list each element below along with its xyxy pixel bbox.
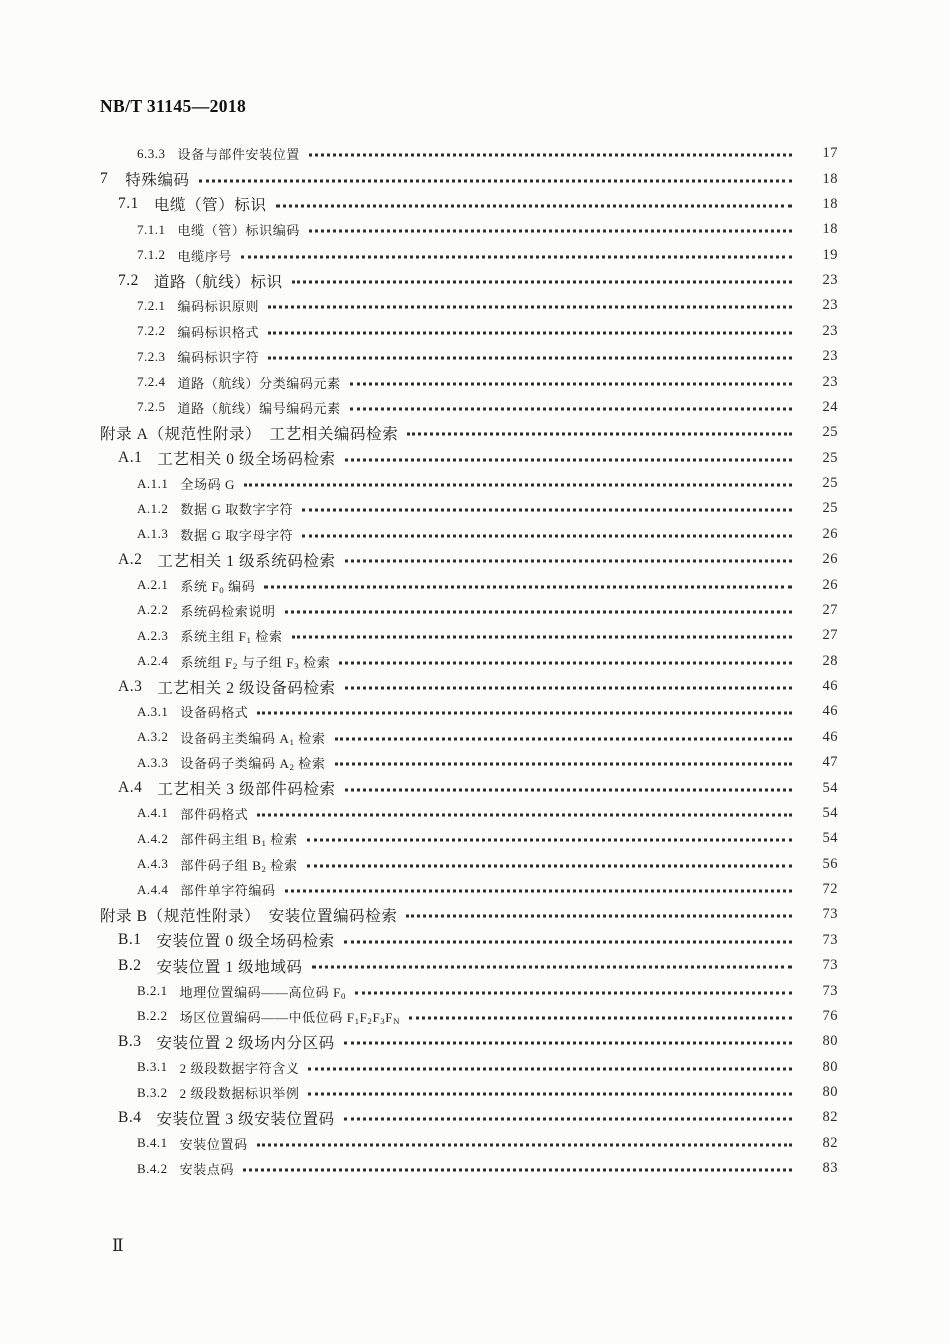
- toc-entry: [0, 1131, 950, 1156]
- toc-entry-page: 46: [822, 728, 838, 745]
- page-number-footer: Ⅱ: [112, 1236, 124, 1255]
- dotted-leader: [308, 1067, 792, 1070]
- toc-entry-page: 80: [822, 1058, 838, 1075]
- toc-entry: [0, 877, 950, 902]
- toc-entry-title: 2 级段数据字符含义: [179, 1060, 300, 1076]
- toc-entry-page: 46: [822, 703, 838, 720]
- toc-entry: [0, 369, 950, 394]
- toc-entry: [0, 953, 950, 978]
- toc-entry-number: 7: [100, 170, 109, 188]
- toc-entry: [0, 420, 950, 445]
- dotted-leader: [344, 940, 792, 943]
- toc-entry-title: 道路（航线）编号编码元素: [177, 400, 341, 416]
- toc-entry-title: 部件码子组 $B_2$ 检索: [180, 857, 298, 874]
- toc-entry-page: 25: [822, 500, 838, 517]
- dotted-leader: [407, 433, 792, 436]
- toc-entry-page: 26: [822, 576, 838, 593]
- toc-entry-title: 2 级段数据标识举例: [179, 1086, 300, 1102]
- toc-entry: [0, 1080, 950, 1105]
- toc-entry-page: 56: [822, 855, 838, 872]
- dotted-leader: [344, 1042, 792, 1045]
- toc-entry-number: 6.3.3: [137, 145, 166, 161]
- toc-entry-number: B.2.1: [137, 983, 168, 999]
- toc-entry: [0, 319, 950, 344]
- toc-entry: [0, 243, 950, 268]
- dotted-leader: [345, 458, 792, 461]
- toc-entry-title: 场区位置编码——中低位码 $F_1F_2F_3F_N$: [179, 1009, 401, 1027]
- toc-entry-number: B.3.1: [137, 1059, 168, 1075]
- toc-entry-number: 7.2.1: [137, 297, 166, 313]
- toc-entry: [0, 166, 950, 191]
- toc-entry-title: 道路（航线）标识: [153, 273, 283, 291]
- toc-entry-page: 23: [822, 348, 838, 365]
- dotted-leader: [264, 585, 792, 588]
- toc-entry-page: 26: [822, 525, 838, 542]
- toc-entry: [0, 978, 950, 1003]
- toc-entry: [0, 928, 950, 953]
- toc-entry-page: 82: [822, 1109, 838, 1126]
- toc-entry-title: 系统组 $F_2$ 与子组 $F_3$ 检索: [180, 654, 331, 671]
- toc-entry-page: 76: [822, 1007, 838, 1024]
- toc-entry: [0, 775, 950, 800]
- toc-entry: [0, 572, 950, 597]
- toc-entry-title: 数据 G 取字母字符: [180, 527, 294, 543]
- toc-entry-number: A.3.2: [137, 729, 169, 745]
- toc-entry-page: 23: [822, 322, 838, 339]
- toc-entry-page: 23: [822, 297, 838, 314]
- toc-entry-page: 23: [822, 373, 838, 390]
- toc-entry-number: A.4.1: [137, 805, 169, 821]
- toc-entry-title: 安装位置码: [179, 1136, 248, 1152]
- toc-entry-number: 7.2: [118, 271, 139, 289]
- toc-entry-page: 46: [822, 678, 838, 695]
- toc-entry-number: A.3.1: [137, 703, 169, 719]
- toc-entry-number: A.4: [118, 779, 143, 797]
- toc-entry-page: 19: [822, 246, 838, 263]
- toc-entry-number: 7.1.2: [137, 247, 166, 263]
- dotted-leader: [355, 991, 792, 994]
- toc-entry-title: 安装点码: [179, 1162, 235, 1178]
- toc-entry: [0, 471, 950, 496]
- toc-entry-title: 部件码主组 $B_1$ 检索: [180, 832, 298, 849]
- toc-entry-page: 54: [822, 830, 838, 847]
- dotted-leader: [309, 230, 792, 233]
- toc-entry-title: 工艺相关 3 级部件码检索: [157, 781, 336, 799]
- toc-entry-title: 系统 $F_0$ 编码: [180, 578, 256, 595]
- dotted-leader: [409, 1016, 792, 1019]
- toc-entry: [0, 268, 950, 293]
- toc-entry-title: 电缆（管）标识编码: [177, 223, 300, 239]
- toc-entry: [0, 446, 950, 471]
- toc-entry-number: A.1.3: [137, 526, 169, 542]
- toc-entry: [0, 217, 950, 242]
- toc-entry-page: 25: [822, 424, 838, 441]
- toc-entry: [0, 1004, 950, 1029]
- toc-entry: [0, 750, 950, 775]
- toc-entry-number: A.2.2: [137, 602, 169, 618]
- toc-entry-number: B.3.2: [137, 1084, 168, 1100]
- toc-entry-page: 83: [822, 1160, 838, 1177]
- dotted-leader: [345, 560, 792, 563]
- toc-entry: [0, 395, 950, 420]
- dotted-leader: [345, 788, 792, 791]
- toc-entry-page: 72: [822, 881, 838, 898]
- toc-entry-number: 7.2.3: [137, 348, 166, 364]
- toc-entry-page: 17: [822, 145, 838, 162]
- toc-entry-number: 7.2.2: [137, 323, 166, 339]
- toc-entry-title: 编码标识字符: [177, 350, 260, 366]
- toc-entry-title: 全场码 G: [180, 477, 236, 493]
- dotted-leader: [257, 1143, 792, 1146]
- toc-entry-title: 工艺相关 1 级系统码检索: [157, 552, 336, 570]
- toc-entry: [0, 496, 950, 521]
- toc-entry-title: 特殊编码: [125, 172, 190, 190]
- toc-entry-title: 设备与部件安装位置: [177, 147, 300, 163]
- toc-entry-number: B.4.1: [137, 1135, 168, 1151]
- toc-entry-page: 80: [822, 1084, 838, 1101]
- toc-entry-title: 安装位置 2 级场内分区码: [156, 1034, 335, 1052]
- toc-entry-page: 25: [822, 449, 838, 466]
- dotted-leader: [307, 839, 792, 842]
- toc-entry-title: 部件码格式: [180, 806, 249, 822]
- toc-entry: [0, 623, 950, 648]
- toc-entry-number: A.3: [118, 677, 143, 695]
- dotted-leader: [292, 636, 792, 639]
- standard-number-header: NB/T 31145—2018: [100, 96, 247, 116]
- toc-entry-title: 编码标识格式: [177, 324, 260, 340]
- toc-entry-number: B.3: [118, 1032, 142, 1050]
- toc-entry-page: 28: [822, 652, 838, 669]
- toc-entry: [0, 1055, 950, 1080]
- toc-entry-number: A.2.1: [137, 577, 169, 593]
- toc-entry-title: 安装位置 1 级地域码: [156, 958, 303, 976]
- toc-entry-page: 80: [822, 1033, 838, 1050]
- toc-entry-page: 73: [822, 957, 838, 974]
- toc-entry-page: 24: [822, 398, 838, 415]
- toc-entry-title: 安装位置 0 级全场码检索: [156, 933, 335, 951]
- toc-entry-page: 47: [822, 754, 838, 771]
- toc-entry: [0, 902, 950, 927]
- dotted-leader: [285, 610, 792, 613]
- toc-entry-page: 54: [822, 804, 838, 821]
- toc-entry-number: B.4: [118, 1108, 142, 1126]
- toc-entry: [0, 547, 950, 572]
- toc-entry-title: 编码标识原则: [177, 299, 260, 315]
- toc-entry-page: 27: [822, 601, 838, 618]
- toc-entry: [0, 826, 950, 851]
- toc-entry-number: 7.1: [118, 195, 139, 213]
- dotted-leader: [339, 661, 792, 664]
- toc-entry: [0, 598, 950, 623]
- toc-entry-title: 系统码检索说明: [180, 603, 276, 619]
- dotted-leader: [406, 915, 792, 918]
- toc-entry-number: B.2.2: [137, 1008, 168, 1024]
- toc-entry-title: 附录 A（规范性附录） 工艺相关编码检索: [100, 425, 399, 443]
- dotted-leader: [243, 1169, 792, 1172]
- toc-entry-title: 道路（航线）分类编码元素: [177, 375, 341, 391]
- dotted-leader: [335, 763, 792, 766]
- dotted-leader: [199, 179, 792, 182]
- toc-entry-title: 设备码主类编码 $A_1$ 检索: [180, 730, 326, 748]
- toc-entry: [0, 141, 950, 166]
- toc-entry: [0, 344, 950, 369]
- toc-entry-number: A.3.3: [137, 754, 169, 770]
- toc-entry-number: A.4.2: [137, 830, 169, 846]
- toc-entry-number: 7.1.1: [137, 221, 166, 237]
- toc-entry-page: 73: [822, 906, 838, 923]
- toc-entry-page: 18: [822, 221, 838, 238]
- toc-entry-title: 工艺相关 0 级全场码检索: [157, 451, 336, 469]
- toc-entry: [0, 192, 950, 217]
- toc-entry-title: 电缆序号: [177, 248, 232, 264]
- toc-entry-title: 安装位置 3 级安装位置码: [156, 1110, 335, 1128]
- toc-entry-page: 26: [822, 551, 838, 568]
- dotted-leader: [350, 407, 792, 410]
- dotted-leader: [268, 357, 792, 360]
- dotted-leader: [257, 712, 792, 715]
- toc-entry-number: A.1.1: [137, 475, 169, 491]
- toc-entry: [0, 725, 950, 750]
- toc-entry-title: 设备码子类编码 $A_2$ 检索: [180, 756, 326, 773]
- toc-entry: [0, 1105, 950, 1130]
- toc-entry-number: A.1: [118, 449, 143, 467]
- toc-entry-title: 附录 B（规范性附录） 安装位置编码检索: [100, 907, 398, 925]
- toc-entry-page: 54: [822, 779, 838, 796]
- toc-entry-title: 数据 G 取数字字符: [180, 502, 294, 518]
- toc-entry-title: 系统主组 $F_1$ 检索: [180, 629, 283, 646]
- dotted-leader: [350, 382, 792, 385]
- toc-list: [0, 141, 950, 1181]
- toc-entry-number: B.4.2: [137, 1160, 168, 1176]
- toc-entry: [0, 852, 950, 877]
- toc-entry-number: 7.2.5: [137, 399, 166, 415]
- dotted-leader: [244, 484, 792, 487]
- dotted-leader: [292, 281, 792, 284]
- dotted-leader: [268, 331, 792, 334]
- toc-entry-page: 25: [822, 475, 838, 492]
- toc-entry-number: A.4.4: [137, 881, 169, 897]
- toc-entry-title: 设备码格式: [180, 705, 249, 721]
- dotted-leader: [302, 509, 792, 512]
- toc-entry-page: 18: [822, 170, 838, 187]
- toc-entry: [0, 522, 950, 547]
- toc-entry-number: A.1.2: [137, 500, 169, 516]
- dotted-leader: [241, 255, 792, 258]
- toc-entry-title: 电缆（管）标识: [153, 197, 267, 215]
- toc-entry: [0, 1156, 950, 1181]
- toc-entry-page: 82: [822, 1134, 838, 1151]
- toc-entry-number: B.1: [118, 931, 142, 949]
- toc-entry-page: 73: [822, 931, 838, 948]
- toc-entry-page: 73: [822, 982, 838, 999]
- dotted-leader: [268, 306, 792, 309]
- dotted-leader: [257, 813, 792, 816]
- toc-entry: [0, 649, 950, 674]
- toc-entry-number: A.4.3: [137, 856, 169, 872]
- dotted-leader: [345, 687, 792, 690]
- toc-entry-number: A.2.3: [137, 627, 169, 643]
- dotted-leader: [285, 890, 792, 893]
- toc-entry-number: 7.2.4: [137, 374, 166, 390]
- dotted-leader: [309, 154, 792, 157]
- toc-entry: [0, 801, 950, 826]
- dotted-leader: [312, 966, 792, 969]
- toc-entry: [0, 674, 950, 699]
- toc-entry-number: A.2.4: [137, 653, 169, 669]
- toc-entry-page: 23: [822, 272, 838, 289]
- toc-entry-number: A.2: [118, 550, 143, 568]
- dotted-leader: [344, 1118, 792, 1121]
- dotted-leader: [335, 737, 792, 740]
- dotted-leader: [308, 1093, 792, 1096]
- toc-entry-title: 工艺相关 2 级设备码检索: [157, 679, 336, 697]
- toc-entry: [0, 293, 950, 318]
- toc-entry-title: 部件单字符编码: [180, 883, 276, 899]
- toc-entry: [0, 699, 950, 724]
- toc-entry-title: 地理位置编码——高位码 $F_0$: [179, 984, 346, 1001]
- toc-entry-page: 18: [822, 195, 838, 212]
- toc-entry-page: 27: [822, 627, 838, 644]
- dotted-leader: [307, 864, 792, 867]
- toc-entry: [0, 1029, 950, 1054]
- dotted-leader: [276, 204, 792, 207]
- toc-entry-number: B.2: [118, 956, 142, 974]
- dotted-leader: [302, 534, 792, 537]
